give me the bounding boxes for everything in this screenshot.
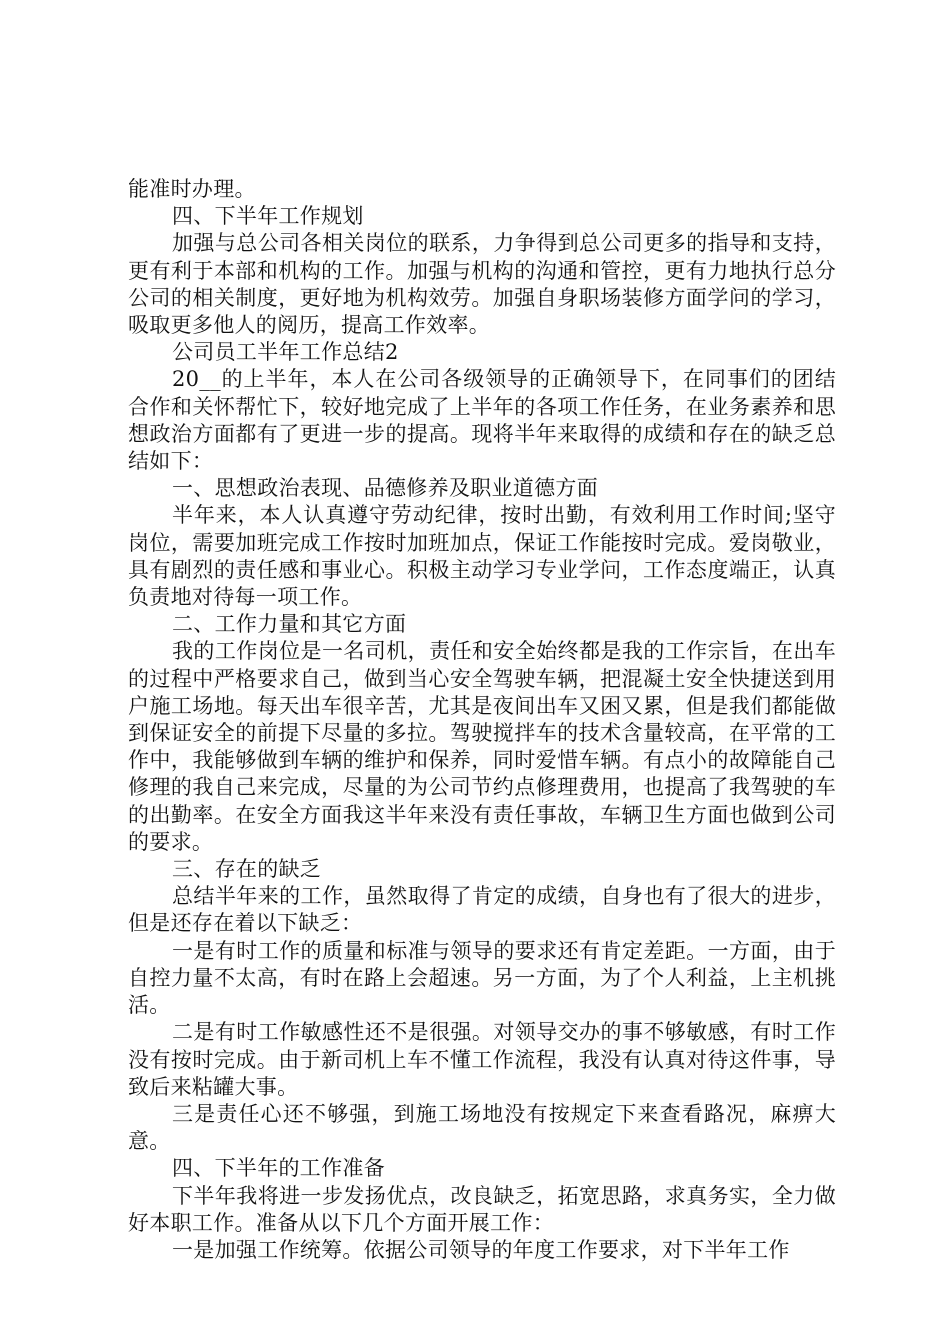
paragraph-next-half-item-1: 一是加强工作统筹。依据公司领导的年度工作要求，对下半年工作 bbox=[172, 1237, 790, 1262]
paragraph-ability: 我的工作岗位是一名司机，责任和安全始终都是我的工作宗旨，在出车的过程中严格要求自己，做到当心安全驾驶车辆，把混凝土安全快捷送到用户施工场地。每天出车很辛苦，尤其是夜间出车又困又累，但是我们都能做到保证安全的前提下尽量的多拉。驾驶搅拌车的技术含量较高，在平常的工作中，我能够做到车辆的维护和保养，同时爱惜车辆。有点小的故障能自己修理的我自己来完成，尽量的为公司节约点修理费用，也提高了我驾驶的车的出勤率。在安全方面我这半年来没有责任事故，车辆卫生方面也做到公司的要求。 bbox=[128, 639, 836, 854]
section-heading-shortcomings: 三、存在的缺乏 bbox=[172, 857, 322, 882]
paragraph-intro: 20__的上半年，本人在公司各级领导的正确领导下，在同事们的团结合作和关怀帮忙下，较好地完成了上半年的各项工作任务，在业务素养和思想政治方面都有了更进一步的提高。现将半年来取得的成绩和存在的缺乏总结如下： bbox=[128, 367, 836, 474]
paragraph-shortcoming-3: 三是责任心还不够强，到施工场地没有按规定下来查看路况，麻痹大意。 bbox=[128, 1101, 836, 1154]
paragraph-shortcoming-2: 二是有时工作敏感性还不是很强。对领导交办的事不够敏感，有时工作没有按时完成。由于新司机上车不懂工作流程，我没有认真对待这件事，导致后来粘罐大事。 bbox=[128, 1020, 836, 1099]
paragraph-shortcomings-intro: 总结半年来的工作，虽然取得了肯定的成绩，自身也有了很大的进步，但是还存在着以下缺乏： bbox=[128, 884, 836, 936]
section-heading-next-half: 四、下半年的工作准备 bbox=[172, 1156, 385, 1181]
paragraph-shortcoming-1: 一是有时工作的质量和标准与领导的要求还有肯定差距。一方面，由于自控力量不太高，有时在路上会超速。另一方面，为了个人利益，上主机挑活。 bbox=[128, 938, 836, 1018]
section-heading-plan: 四、下半年工作规划 bbox=[172, 204, 364, 229]
document-subtitle: 公司员工半年工作总结2 bbox=[172, 340, 399, 365]
paragraph-next-half: 下半年我将进一步发扬优点，改良缺乏，拓宽思路，求真务实，全力做好本职工作。准备从以下几个方面开展工作： bbox=[128, 1183, 836, 1235]
section-heading-ethics: 一、思想政治表现、品德修养及职业道德方面 bbox=[172, 476, 598, 501]
paragraph-plan: 加强与总公司各相关岗位的联系，力争得到总公司更多的指导和支持，更有利于本部和机构的工作。加强与机构的沟通和管控，更有力地执行总分公司的相关制度，更好地为机构效劳。加强自身职场装修方面学问的学习，吸取更多他人的阅历，提高工作效率。 bbox=[128, 231, 836, 338]
document-body bbox=[128, 176, 836, 1264]
section-heading-ability: 二、工作力量和其它方面 bbox=[172, 612, 407, 637]
paragraph-continuation: 能准时办理。 bbox=[128, 177, 256, 201]
paragraph-ethics: 半年来，本人认真遵守劳动纪律，按时出勤，有效利用工作时间;坚守岗位，需要加班完成工作按时加班加点，保证工作能按时完成。爱岗敬业，具有剧烈的责任感和事业心。积极主动学习专业学问，工作态度端正，认真负责地对待每一项工作。 bbox=[128, 503, 836, 610]
